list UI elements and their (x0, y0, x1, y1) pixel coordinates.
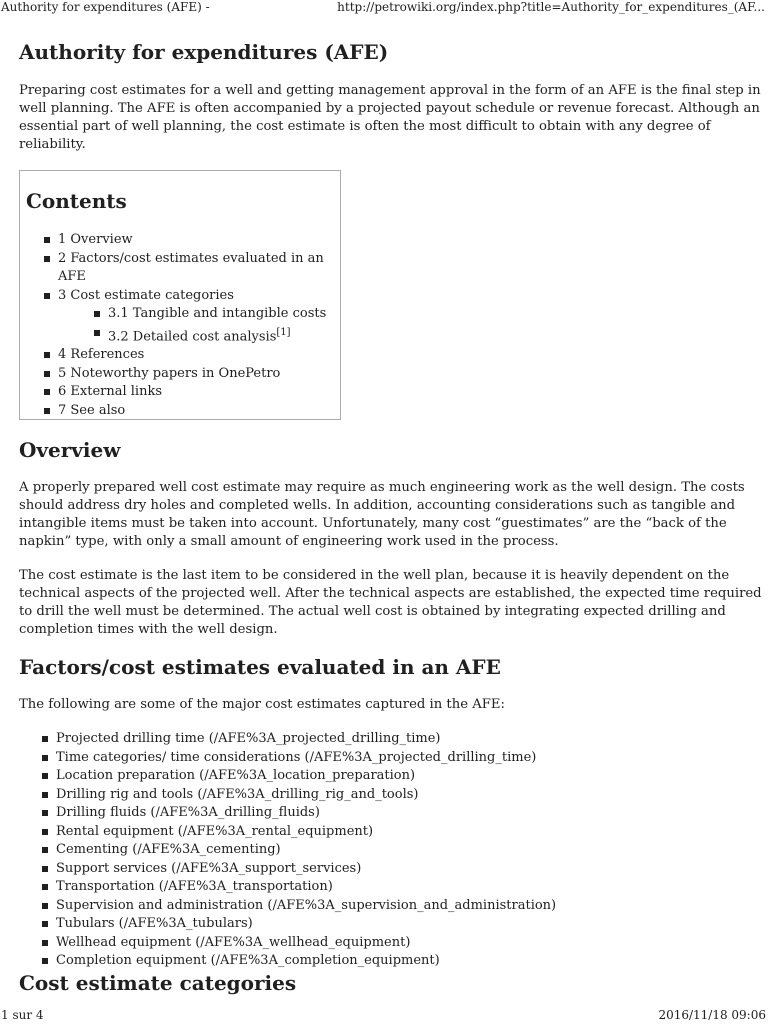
print-footer-page: 1 sur 4 (1, 1008, 44, 1022)
toc-item-label[interactable]: 3.2 Detailed cost analysis (108, 328, 277, 344)
table-of-contents (19, 170, 341, 420)
list-item[interactable]: Location preparation (/AFE%3A_location_preparation) (19, 767, 762, 786)
toc-item-label[interactable]: 6 External links (58, 384, 163, 400)
factors-list (19, 730, 762, 971)
list-item[interactable]: Cementing (/AFE%3A_cementing) (19, 841, 762, 860)
list-item[interactable]: Projected drilling time (/AFE%3A_projected_drilling_time) (19, 730, 762, 749)
overview-paragraph-1: A properly prepared well cost estimate may require as much engineering work as the well design. The costs should address dry holes and completed wells. In addition, accounting considerations such as tangible and intangible items must be taken into account. Unfortunately, many cost “guestimates” are the “back of the napkin” type, with only a small amount of engineering work used in the process. (19, 480, 745, 549)
factors-intro: The following are some of the major cost estimates captured in the AFE: (19, 697, 505, 712)
toc-item-see-also[interactable] (26, 402, 340, 421)
list-item[interactable]: Tubulars (/AFE%3A_tubulars) (19, 915, 762, 934)
toc-item-external-links[interactable] (26, 383, 340, 402)
toc-item-label[interactable]: 4 References (58, 347, 145, 363)
section-heading-factors: Factors/cost estimates evaluated in an AFE (19, 655, 501, 679)
list-item[interactable]: Drilling rig and tools (/AFE%3A_drilling_rig_and_tools) (19, 786, 762, 805)
toc-item-label[interactable]: 5 Noteworthy papers in OnePetro (58, 365, 281, 381)
list-item[interactable]: Support services (/AFE%3A_support_services) (19, 860, 762, 879)
list-item[interactable]: Rental equipment (/AFE%3A_rental_equipment) (19, 823, 762, 842)
toc-item-cost-categories[interactable] (26, 287, 340, 306)
print-header-url: http://petrowiki.org/index.php?title=Authority_for_expenditures_(AF... (337, 0, 765, 14)
reference-superscript[interactable]: [1] (276, 326, 291, 338)
toc-item-detailed-cost-analysis[interactable] (26, 324, 340, 347)
toc-item-factors[interactable] (26, 250, 340, 287)
list-item[interactable]: Time categories/ time considerations (/AFE%3A_projected_drilling_time) (19, 749, 762, 768)
toc-item-tangible-intangible[interactable] (26, 305, 340, 324)
toc-item-label[interactable]: 3 Cost estimate categories (58, 287, 234, 303)
list-item[interactable]: Drilling fluids (/AFE%3A_drilling_fluids) (19, 804, 762, 823)
list-item[interactable]: Transportation (/AFE%3A_transportation) (19, 878, 762, 897)
intro-paragraph: Preparing cost estimates for a well and getting management approval in the form of an AFE is the final step in well planning. The AFE is often accompanied by a projected payout schedule or revenue forecast. Although an essential part of well planning, the cost estimate is often the most difficult to obtain with any degree of reliability. (19, 83, 761, 152)
toc-item-label[interactable]: 7 See also (58, 402, 126, 418)
overview-paragraph-2: The cost estimate is the last item to be considered in the well plan, because it is heavily dependent on the technical aspects of the projected well. After the technical aspects are established, the expected time required to drill the well must be determined. The actual well cost is obtained by integrating expected drilling and completion times with the well design. (19, 568, 762, 637)
print-header-title: Authority for expenditures (AFE) - (1, 0, 210, 14)
list-item[interactable]: Wellhead equipment (/AFE%3A_wellhead_equipment) (19, 934, 762, 953)
toc-item-label[interactable]: 2 Factors/cost estimates evaluated in an AFE (58, 250, 324, 284)
toc-item-overview[interactable] (26, 231, 340, 250)
toc-item-references[interactable] (26, 346, 340, 365)
page-title: Authority for expenditures (AFE) (19, 40, 389, 64)
section-heading-overview: Overview (19, 438, 121, 462)
toc-item-noteworthy-papers[interactable] (26, 365, 340, 384)
list-item[interactable]: Supervision and administration (/AFE%3A_supervision_and_administration) (19, 897, 762, 916)
list-item[interactable]: Completion equipment (/AFE%3A_completion_equipment) (19, 952, 762, 971)
toc-item-label[interactable]: 3.1 Tangible and intangible costs (108, 306, 327, 321)
section-heading-cost-categories: Cost estimate categories (19, 970, 297, 995)
article-content (19, 40, 762, 1012)
toc-title: Contents (26, 189, 127, 213)
toc-item-label[interactable]: 1 Overview (58, 232, 133, 247)
print-footer-timestamp: 2016/11/18 09:06 (658, 1008, 766, 1022)
